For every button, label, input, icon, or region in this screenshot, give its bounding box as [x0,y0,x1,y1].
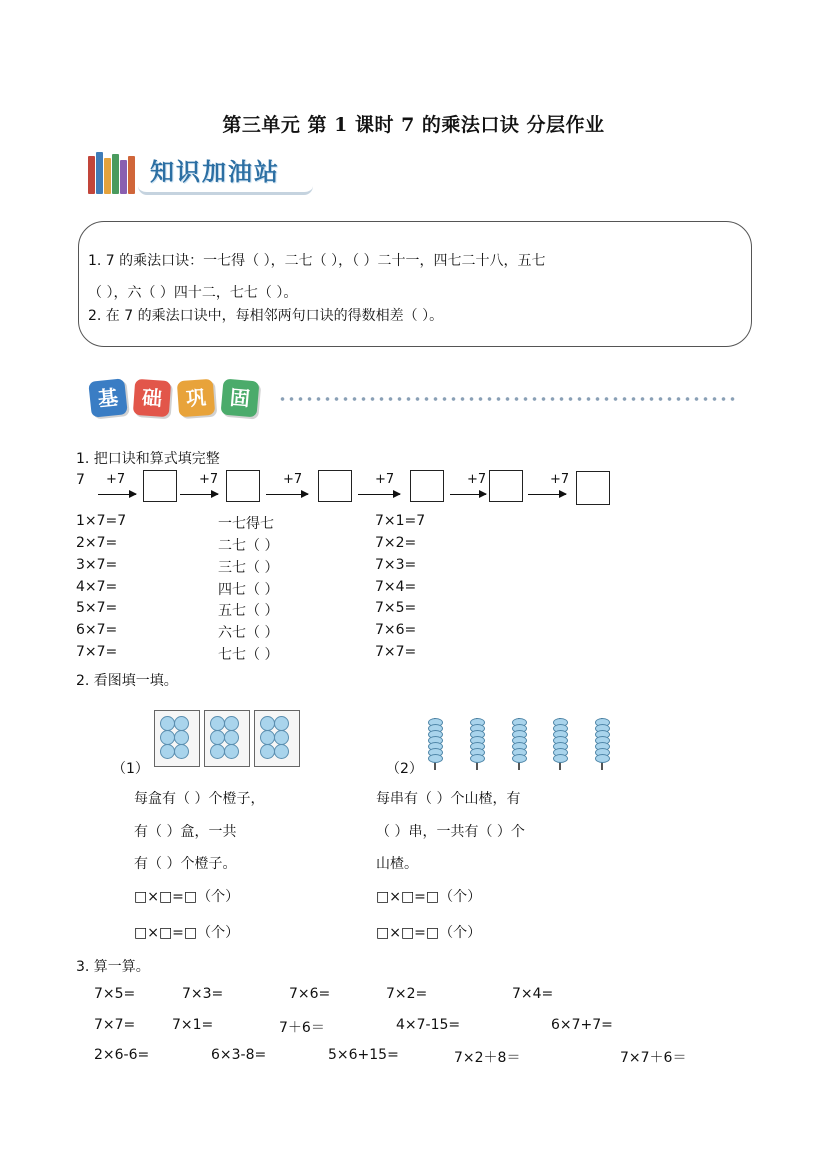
equation: 7×5= [375,600,417,616]
answer-box[interactable] [318,470,352,502]
equation: 7×7= [375,644,417,660]
calc-item: 7×4= [512,986,554,1002]
book-icon [120,160,127,194]
part1-line: 有（ ）个橙子。 [134,856,237,872]
part1-line: □×□=□（个） [134,925,240,941]
q3-heading: 3. 算一算。 [76,959,150,975]
hawthorn-icon [595,754,610,763]
rhyme: 二七（ ） [218,538,279,554]
answer-box[interactable] [226,470,260,502]
calc-item: 7×2＋8＝ [454,1050,521,1066]
step-label: +7 [199,472,219,487]
part2-line: （ ）串，一共有（ ）个 [376,824,525,840]
hawthorn-icon [470,754,485,763]
answer-box[interactable] [410,470,444,502]
rhyme: 一七得七 [218,516,274,532]
equation: 3×7= [76,557,118,573]
equation: 7×3= [375,557,417,573]
equation: 1×7=7 [76,513,127,529]
book-icon [104,158,111,194]
answer-box[interactable] [143,470,177,502]
book-icon [96,152,103,194]
calc-item: 7×2= [386,986,428,1002]
calc-item: 7＋6＝ [279,1020,325,1036]
answer-box[interactable] [576,471,610,505]
step-label: +7 [467,472,487,487]
calc-item: 7×1= [172,1017,214,1033]
part1-line: □×□=□（个） [134,889,240,905]
q1-heading: 1. 把口诀和算式填完整 [76,451,220,467]
equation: 7×2= [375,535,417,551]
equation: 4×7= [76,579,118,595]
orange-box-picture [254,710,300,767]
page-title: 第三单元 第 1 课时 7 的乘法口诀 分层作业 [222,114,605,136]
step-label: +7 [283,472,303,487]
chain-start: 7 [76,472,85,488]
rhyme: 四七（ ） [218,582,279,598]
rhyme: 三七（ ） [218,560,279,576]
calc-item: 6×3-8= [211,1047,267,1063]
hawthorn-icon [553,754,568,763]
banner-tile: 础 [133,379,171,417]
calc-item: 7×3= [182,986,224,1002]
step-label: +7 [375,472,395,487]
book-icon [88,156,95,194]
arrow-icon [528,494,566,495]
arrow-icon [180,494,218,495]
step-label: +7 [550,472,570,487]
banner-tile: 巩 [177,379,215,417]
part1-label: （1） [112,761,149,777]
answer-box[interactable] [489,470,523,502]
calc-item: 7×7= [94,1017,136,1033]
calc-item: 2×6-6= [94,1047,150,1063]
part2-line: 每串有（ ）个山楂，有 [376,791,521,807]
arrow-icon [98,494,136,495]
part1-line: 有（ ）盒，一共 [134,824,237,840]
dotted-line [278,397,738,401]
calc-item: 7×7＋6＝ [620,1050,687,1066]
orange-box-picture [154,710,200,767]
calc-item: 7×6= [289,986,331,1002]
book-icon [112,154,119,194]
knowledge-line-3: 2. 在 7 的乘法口诀中，每相邻两句口诀的得数相差（ ）。 [88,308,444,324]
hawthorn-icon [512,754,527,763]
part2-line: 山楂。 [376,856,418,872]
part2-line: □×□=□（个） [376,889,482,905]
part2-label: （2） [386,761,423,777]
knowledge-banner-title: 知识加油站 [150,158,280,186]
part2-line: □×□=□（个） [376,925,482,941]
equation: 7×6= [375,622,417,638]
calc-item: 4×7-15= [396,1017,461,1033]
rhyme: 五七（ ） [218,603,279,619]
book-icon [128,156,135,194]
banner-tile: 基 [88,378,128,418]
equation: 7×1=7 [375,513,426,529]
rhyme: 七七（ ） [218,647,279,663]
knowledge-line-2: （ ），六（ ）四十二，七七（ ）。 [88,285,298,301]
calc-item: 6×7+7= [551,1017,613,1033]
basic-practice-banner [90,380,740,424]
equation: 7×7= [76,644,118,660]
knowledge-line-1: 1. 7 的乘法口诀：一七得（ ），二七（ ），（ ）二十一，四七二十八，五七 [88,253,546,269]
hawthorn-icon [428,754,443,763]
rhyme: 六七（ ） [218,625,279,641]
orange-box-picture [204,710,250,767]
q2-heading: 2. 看图填一填。 [76,673,178,689]
step-label: +7 [106,472,126,487]
banner-tile: 固 [220,378,259,417]
equation: 6×7= [76,622,118,638]
arrow-icon [266,494,308,495]
equation: 5×7= [76,600,118,616]
equation: 2×7= [76,535,118,551]
banner-swoosh [138,186,313,195]
arrow-icon [450,494,486,495]
knowledge-banner [88,150,318,198]
calc-item: 7×5= [94,986,136,1002]
part1-line: 每盒有（ ）个橙子， [134,791,265,807]
calc-item: 5×6+15= [328,1047,399,1063]
arrow-icon [358,494,400,495]
equation: 7×4= [375,579,417,595]
